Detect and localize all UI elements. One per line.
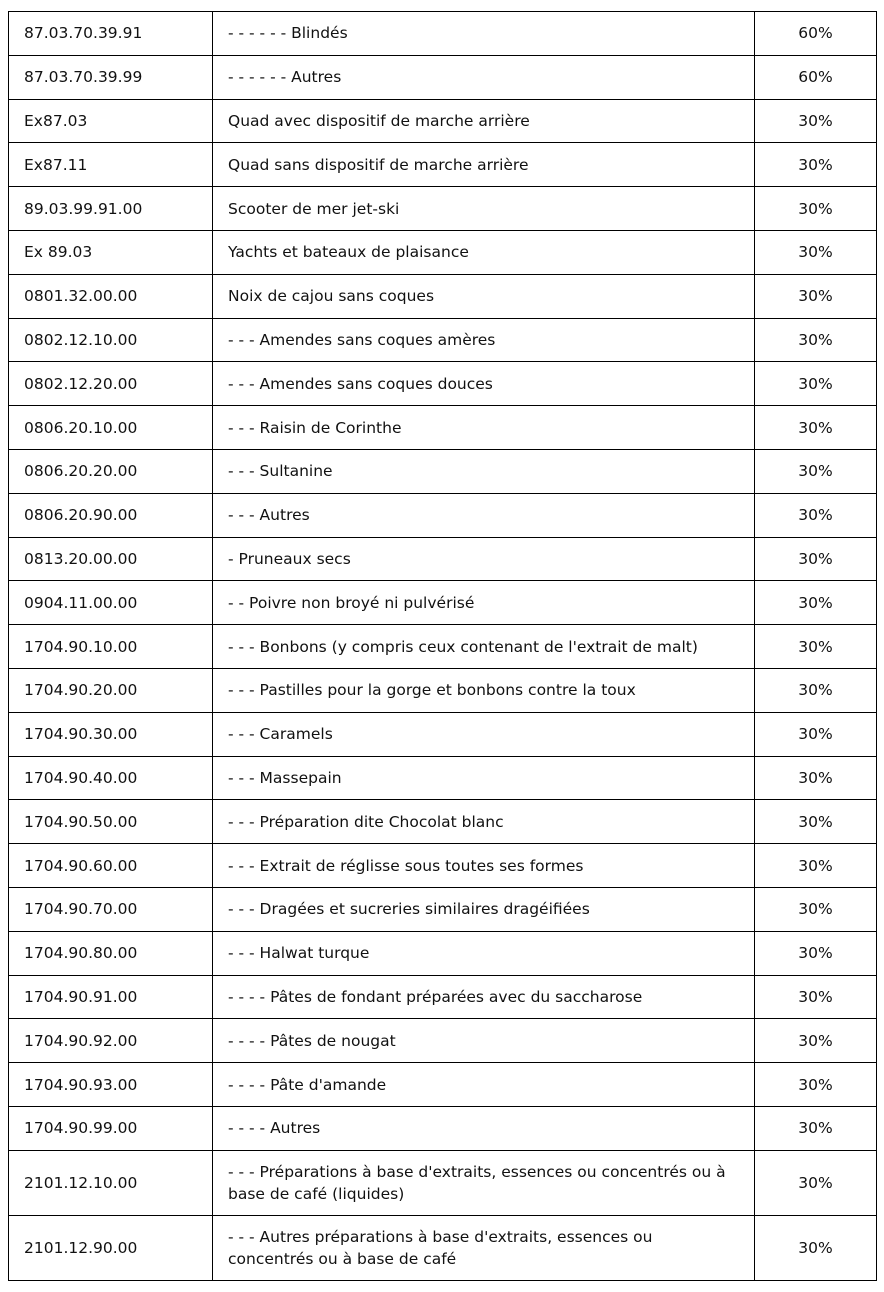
table-row: [9, 12, 877, 56]
product-description-cell: - - - Préparations à base d'extraits, essences ou concentrés ou à base de café (liquides): [213, 1150, 755, 1215]
tariff-code-cell: Ex87.11: [9, 143, 213, 187]
tariff-code-cell: 1704.90.80.00: [9, 931, 213, 975]
product-description-cell: - - - - Pâtes de nougat: [213, 1019, 755, 1063]
tariff-code-cell: 1704.90.92.00: [9, 1019, 213, 1063]
tariff-code-cell: 1704.90.10.00: [9, 625, 213, 669]
duty-rate-cell: 30%: [755, 625, 877, 669]
table-row: [9, 1106, 877, 1150]
tariff-code-cell: 87.03.70.39.99: [9, 55, 213, 99]
product-description-cell: - - - Amendes sans coques amères: [213, 318, 755, 362]
table-row: [9, 800, 877, 844]
product-description-cell: - - - Massepain: [213, 756, 755, 800]
duty-rate-cell: 30%: [755, 844, 877, 888]
duty-rate-cell: 30%: [755, 406, 877, 450]
duty-rate-cell: 30%: [755, 712, 877, 756]
table-row: [9, 931, 877, 975]
product-description-cell: - - - Pastilles pour la gorge et bonbons contre la toux: [213, 668, 755, 712]
duty-rate-cell: 30%: [755, 1063, 877, 1107]
table-row: [9, 143, 877, 187]
duty-rate-cell: 30%: [755, 756, 877, 800]
table-row: [9, 230, 877, 274]
product-description-cell: - - - Caramels: [213, 712, 755, 756]
duty-rate-cell: 60%: [755, 12, 877, 56]
table-row: [9, 449, 877, 493]
tariff-code-cell: 0813.20.00.00: [9, 537, 213, 581]
product-description-cell: - - - Raisin de Corinthe: [213, 406, 755, 450]
product-description-cell: - - - - Pâtes de fondant préparées avec du saccharose: [213, 975, 755, 1019]
product-description-cell: Quad sans dispositif de marche arrière: [213, 143, 755, 187]
tariff-code-cell: 0801.32.00.00: [9, 274, 213, 318]
table-row: [9, 712, 877, 756]
table-row: [9, 1019, 877, 1063]
duty-rate-cell: 30%: [755, 931, 877, 975]
duty-rate-cell: 30%: [755, 99, 877, 143]
duty-rate-cell: 30%: [755, 274, 877, 318]
product-description-cell: - - - - - - Blindés: [213, 12, 755, 56]
tariff-code-cell: Ex 89.03: [9, 230, 213, 274]
tariff-code-cell: 2101.12.10.00: [9, 1150, 213, 1215]
table-row: [9, 493, 877, 537]
tariff-code-cell: 0802.12.20.00: [9, 362, 213, 406]
duty-rate-cell: 30%: [755, 581, 877, 625]
duty-rate-cell: 30%: [755, 187, 877, 231]
tariff-code-cell: 0806.20.10.00: [9, 406, 213, 450]
product-description-cell: - - - Dragées et sucreries similaires dragéifiées: [213, 887, 755, 931]
table-row: [9, 844, 877, 888]
duty-rate-cell: 30%: [755, 800, 877, 844]
tariff-code-cell: 0806.20.20.00: [9, 449, 213, 493]
tariff-code-cell: 1704.90.20.00: [9, 668, 213, 712]
table-row: [9, 1215, 877, 1280]
duty-rate-cell: 30%: [755, 1215, 877, 1280]
duty-rate-cell: 30%: [755, 493, 877, 537]
product-description-cell: - - - - Pâte d'amande: [213, 1063, 755, 1107]
table-row: [9, 55, 877, 99]
table-row: [9, 406, 877, 450]
product-description-cell: Quad avec dispositif de marche arrière: [213, 99, 755, 143]
duty-rate-cell: 30%: [755, 143, 877, 187]
tariff-code-cell: 1704.90.70.00: [9, 887, 213, 931]
product-description-cell: - - Poivre non broyé ni pulvérisé: [213, 581, 755, 625]
table-row: [9, 668, 877, 712]
duty-rate-cell: 30%: [755, 449, 877, 493]
table-row: [9, 1150, 877, 1215]
table-row: [9, 625, 877, 669]
duty-rate-cell: 30%: [755, 668, 877, 712]
product-description-cell: - - - Préparation dite Chocolat blanc: [213, 800, 755, 844]
duty-rate-cell: 30%: [755, 887, 877, 931]
product-description-cell: - Pruneaux secs: [213, 537, 755, 581]
table-row: [9, 318, 877, 362]
duty-rate-cell: 30%: [755, 1019, 877, 1063]
table-row: [9, 975, 877, 1019]
table-row: [9, 187, 877, 231]
tariff-code-cell: 1704.90.93.00: [9, 1063, 213, 1107]
tariff-code-cell: 87.03.70.39.91: [9, 12, 213, 56]
duty-rate-cell: 30%: [755, 537, 877, 581]
product-description-cell: - - - Extrait de réglisse sous toutes ses formes: [213, 844, 755, 888]
product-description-cell: - - - Autres préparations à base d'extraits, essences ou concentrés ou à base de café: [213, 1215, 755, 1280]
product-description-cell: Yachts et bateaux de plaisance: [213, 230, 755, 274]
tariff-table: [8, 11, 877, 1281]
tariff-code-cell: 0904.11.00.00: [9, 581, 213, 625]
table-row: [9, 581, 877, 625]
table-row: [9, 1063, 877, 1107]
product-description-cell: - - - Amendes sans coques douces: [213, 362, 755, 406]
duty-rate-cell: 30%: [755, 362, 877, 406]
product-description-cell: - - - Sultanine: [213, 449, 755, 493]
table-row: [9, 362, 877, 406]
product-description-cell: - - - - Autres: [213, 1106, 755, 1150]
product-description-cell: - - - Halwat turque: [213, 931, 755, 975]
product-description-cell: Scooter de mer jet-ski: [213, 187, 755, 231]
product-description-cell: - - - Autres: [213, 493, 755, 537]
duty-rate-cell: 30%: [755, 230, 877, 274]
tariff-code-cell: 1704.90.99.00: [9, 1106, 213, 1150]
duty-rate-cell: 30%: [755, 1106, 877, 1150]
duty-rate-cell: 30%: [755, 318, 877, 362]
duty-rate-cell: 60%: [755, 55, 877, 99]
table-row: [9, 756, 877, 800]
table-row: [9, 274, 877, 318]
duty-rate-cell: 30%: [755, 975, 877, 1019]
tariff-table-body: [9, 12, 877, 1281]
tariff-code-cell: 1704.90.50.00: [9, 800, 213, 844]
tariff-code-cell: 1704.90.91.00: [9, 975, 213, 1019]
tariff-code-cell: 2101.12.90.00: [9, 1215, 213, 1280]
tariff-code-cell: 1704.90.30.00: [9, 712, 213, 756]
table-row: [9, 537, 877, 581]
product-description-cell: Noix de cajou sans coques: [213, 274, 755, 318]
product-description-cell: - - - - - - Autres: [213, 55, 755, 99]
tariff-code-cell: 0806.20.90.00: [9, 493, 213, 537]
product-description-cell: - - - Bonbons (y compris ceux contenant de l'extrait de malt): [213, 625, 755, 669]
duty-rate-cell: 30%: [755, 1150, 877, 1215]
tariff-code-cell: 1704.90.40.00: [9, 756, 213, 800]
tariff-code-cell: Ex87.03: [9, 99, 213, 143]
table-row: [9, 887, 877, 931]
table-row: [9, 99, 877, 143]
tariff-code-cell: 1704.90.60.00: [9, 844, 213, 888]
tariff-code-cell: 0802.12.10.00: [9, 318, 213, 362]
tariff-code-cell: 89.03.99.91.00: [9, 187, 213, 231]
